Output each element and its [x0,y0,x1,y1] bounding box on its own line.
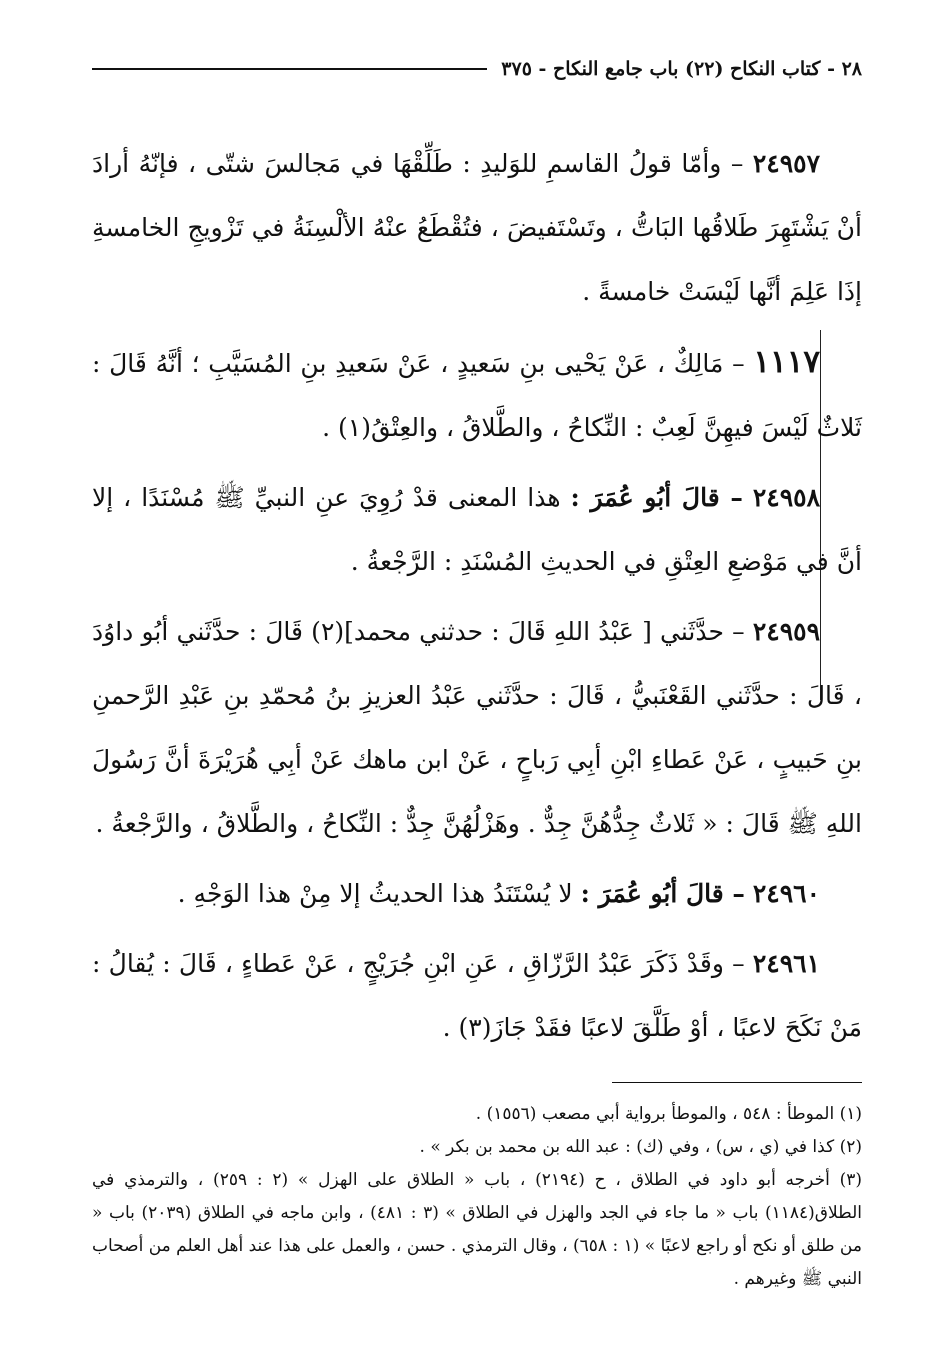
running-head [92,58,862,80]
paragraph-text: لا يُسْتَنَدُ هذا الحديثُ إلا مِنْ هذا الوَجْهِ . [177,879,573,908]
footnote-separator [612,1082,862,1083]
speaker-label: – قالَ أبُو عُمَرَ : [570,483,743,512]
paragraph-text: – وقَدْ ذَكَرَ عَبْدُ الرَّزّاقِ ، عَنِ ابْنِ جُرَيْجٍ ، عَنْ عَطاءٍ ، قَالَ : يُقالُ : مَنْ نَكَحَ لاعبًا ، أوْ طَلَّقَ لاعبًا فقَدْ جَازَ(٣) . [92,949,862,1042]
paragraph-text: – وأمّا قولُ القاسمِ للوَليدِ : طَلِّقْهَا في مَجالسَ شتّى ، فإنّهُ أرادَ أنْ يَشْتَهِرَ طَلاقُها البَاتُّ ، وتَسْتَفيضَ ، فتُقْطَعُ عنْهُ الألْسِنَةُ في تَزْويجِ الخامسةِ إذَا عَلِمَ أنَّها لَيْسَتْ خامسةً . [92,149,862,306]
paragraph-24957 [92,132,862,324]
paragraph-number: ٢٤٩٥٧ [752,149,821,178]
paragraph-number: ٢٤٩٥٩ [752,617,820,646]
paragraph-number: ٢٤٩٥٨ [752,483,821,512]
hadith-text: – مَالِكٌ ، عَنْ يَحْيى بنِ سَعيدٍ ، عَنْ سَعيدِ بنِ المُسَيَّبِ ؛ أنَّهُ قَالَ : ثَلاثٌ لَيْسَ فيهِنَّ لَعِبٌ : النِّكاحُ ، والطَّلاقُ ، والعِتْقُ(١) . [92,349,862,442]
hadith-number: ١١١٧ [753,344,820,380]
paragraph-text: هذا المعنى قدْ رُوِيَ عنِ النبيِّ ﷺ مُسْنَدًا ، إلا أنَّ في مَوْضعِ العِتْقِ في الحديثِ المُسْنَدِ : الرَّجْعةُ . [92,483,862,576]
paragraph-24960 [92,862,862,926]
paragraph-24959 [92,600,862,856]
footnotes [92,1098,862,1296]
main-text [92,132,862,1066]
footnote-2: (٢) كذا في (ي ، س) ، وفي (ك) : عبد الله بن محمد بن بكر » . [419,1137,862,1157]
footnote-1: (١) الموطأ : ٥٤٨ ، والموطأ برواية أبي مصعب (١٥٥٦) . [475,1104,862,1124]
running-head-text: ٢٨ - كتاب النكاح (٢٢) باب جامع النكاح - ٣٧٥ [501,58,862,80]
paragraph-number: ٢٤٩٦١ [752,949,820,978]
footnote-3: (٣) أخرجه أبو داود في الطلاق ، ح (٢١٩٤) ، باب « الطلاق على الهزل » (٢ : ٢٥٩) ، والترمذي في الطلاق(١١٨٤) باب « ما جاء في الجد والهزل في الطلاق » (٣ : ٤٨١) ، وابن ماجه في الطلاق (٢٠٣٩) باب « من طلق أو نكح أو راجع لاعبًا » (١ : ٦٥٨) ، وقال الترمذي . حسن ، والعمل على هذا عند أهل العلم من أصحاب النبي ﷺ وغيرهم . [92,1170,862,1289]
running-head-rule [92,68,487,70]
paragraph-24961 [92,932,862,1060]
paragraph-text: – حدَّثَني [ عَبْدُ اللهِ قَالَ : حدثني محمد](٢) قَالَ : حدَّثَني أبُو داوُدَ ، قَالَ : حدَّثَني القَعْنَبيُّ ، قَالَ : حدَّثَني عَبْدُ العزيزِ بنُ مُحمّدِ بنِ عَبْدِ الرَّحمنِ بنِ حَبيبٍ ، عَنْ عَطاءِ ابْنِ أبِي رَباحٍ ، عَنْ ابن ماهك عَنْ أبِي هُرَيْرَةَ أنَّ رَسُولَ اللهِ ﷺ قَالَ : « ثَلاثٌ جِدُّهُنَّ جِدٌّ . وهَزْلُهُنَّ جِدٌّ : النِّكاحُ ، والطَّلاقُ ، والرَّجْعةُ . [92,617,862,838]
paragraph-number: ٢٤٩٦٠ [752,879,820,908]
hadith-1117 [92,330,862,460]
paragraph-24958 [92,466,862,594]
speaker-label: – قالَ أبُو عُمَرَ : [580,879,745,908]
